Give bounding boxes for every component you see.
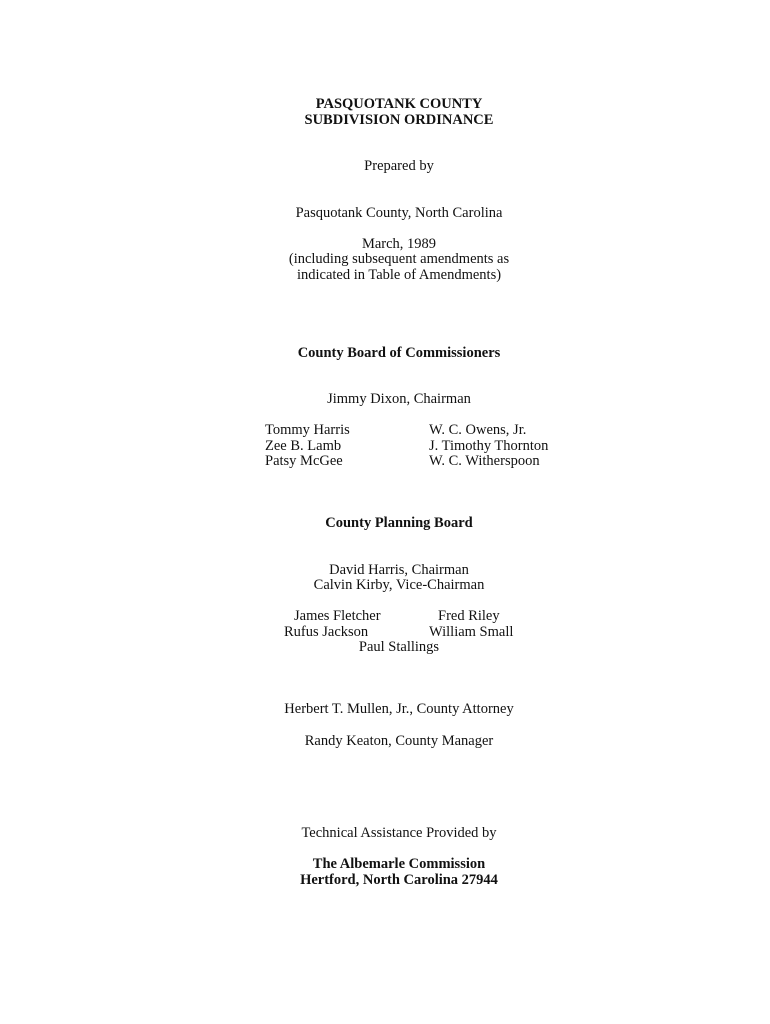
county-manager: Randy Keaton, County Manager bbox=[304, 733, 494, 749]
commissioner-name: Tommy Harris bbox=[265, 422, 350, 438]
adoption-date: March, 1989 bbox=[361, 236, 437, 252]
planning-board-vice-chairman: Calvin Kirby, Vice-Chairman bbox=[313, 577, 485, 593]
commissioner-name: Patsy McGee bbox=[265, 453, 343, 469]
commissioners-chairman: Jimmy Dixon, Chairman bbox=[327, 391, 471, 407]
amendment-note-line-1: (including subsequent amendments as bbox=[288, 251, 510, 267]
commissioner-name: W. C. Witherspoon bbox=[429, 453, 540, 469]
planning-board-member: Rufus Jackson bbox=[284, 624, 369, 640]
planning-board-member: William Small bbox=[429, 624, 514, 640]
prepared-by-label: Prepared by bbox=[364, 158, 434, 174]
technical-assistance-label: Technical Assistance Provided by bbox=[301, 825, 497, 841]
planning-board-heading: County Planning Board bbox=[325, 515, 473, 531]
preparer-name: Pasquotank County, North Carolina bbox=[295, 205, 503, 221]
commissioners-heading: County Board of Commissioners bbox=[297, 345, 501, 361]
technical-assistance-org: The Albemarle Commission bbox=[312, 856, 486, 872]
planning-board-member: Fred Riley bbox=[438, 608, 500, 624]
commissioner-name: Zee B. Lamb bbox=[265, 438, 342, 454]
amendment-note-line-2: indicated in Table of Amendments) bbox=[296, 267, 502, 283]
technical-assistance-address: Hertford, North Carolina 27944 bbox=[300, 872, 498, 888]
title-line-1: PASQUOTANK COUNTY bbox=[315, 96, 483, 112]
planning-board-chairman: David Harris, Chairman bbox=[329, 562, 469, 578]
commissioner-name: J. Timothy Thornton bbox=[429, 438, 549, 454]
commissioner-name: W. C. Owens, Jr. bbox=[429, 422, 527, 438]
planning-board-member: James Fletcher bbox=[294, 608, 381, 624]
planning-board-member: Paul Stallings bbox=[358, 639, 440, 655]
title-line-2: SUBDIVISION ORDINANCE bbox=[304, 112, 494, 128]
county-attorney: Herbert T. Mullen, Jr., County Attorney bbox=[284, 701, 514, 717]
